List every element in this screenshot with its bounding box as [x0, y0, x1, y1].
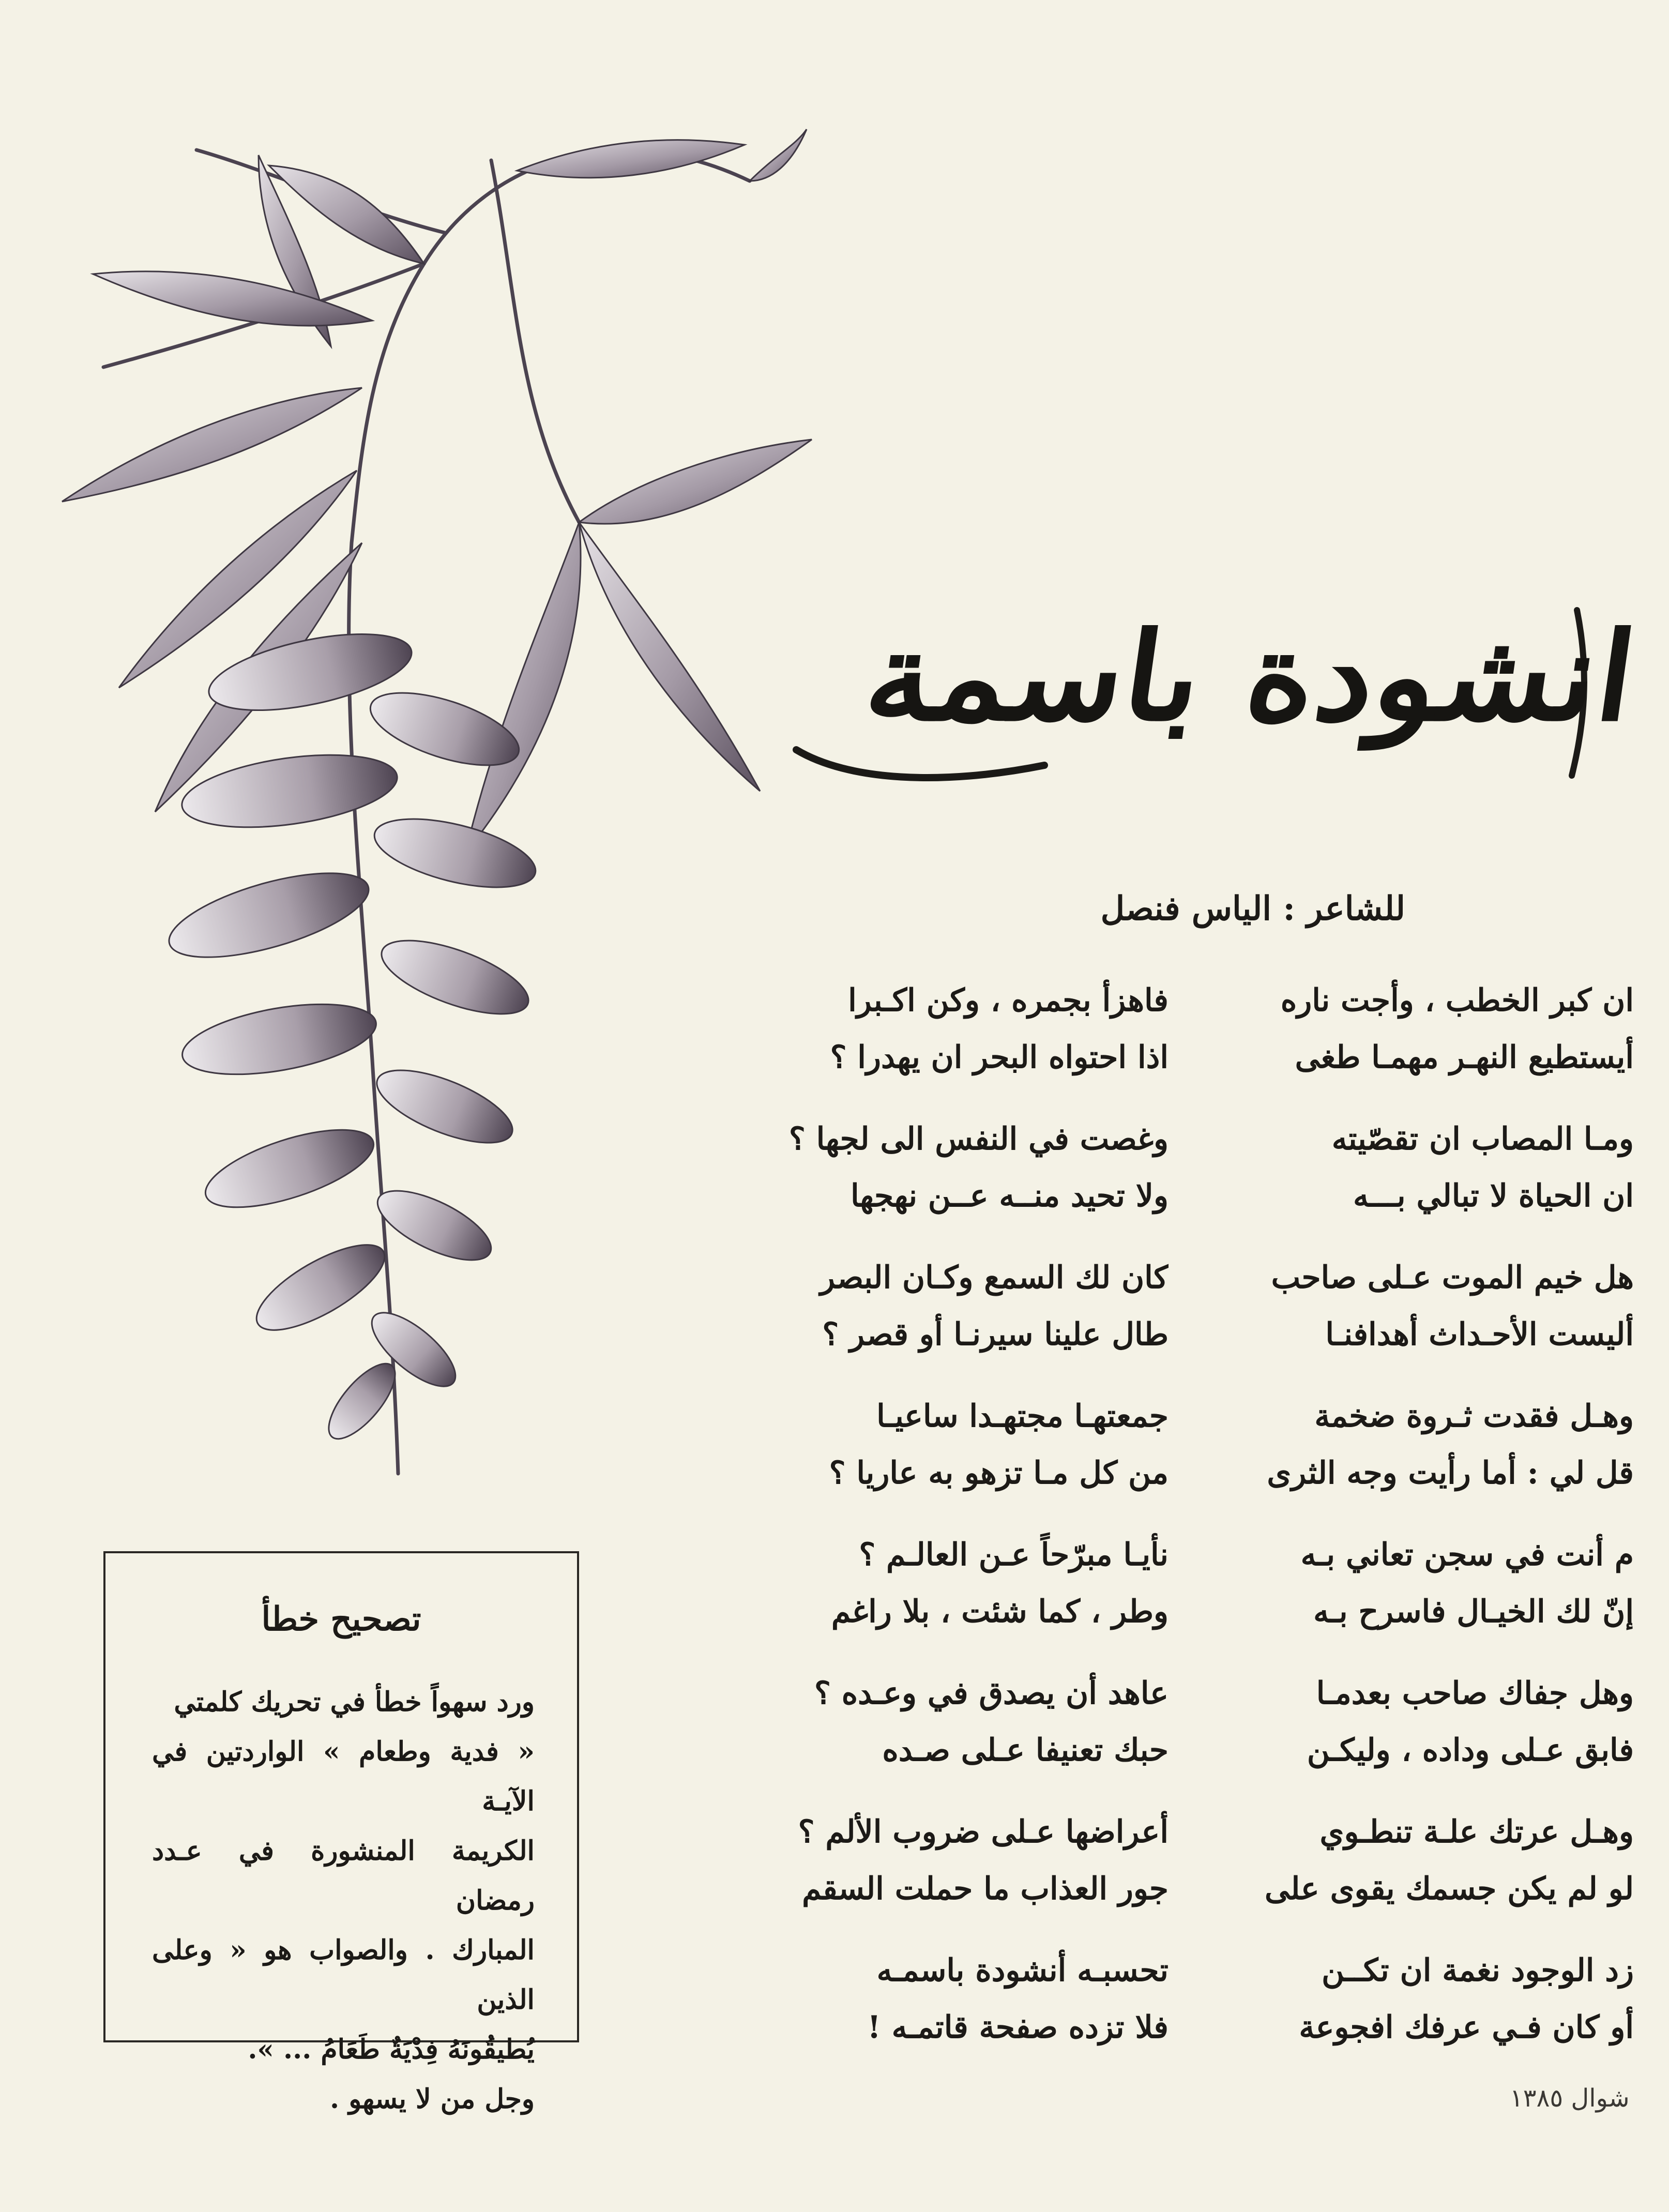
errata-box — [103, 1551, 579, 2115]
verse — [765, 1722, 1634, 1779]
errata-title: تصحيح خطأ — [261, 1600, 421, 1639]
verse — [765, 1804, 1634, 1860]
verse-second-hemistich: حبك تعنيفا عـلى صـده — [882, 1732, 1169, 1768]
wisteria-illustration — [0, 78, 853, 1525]
verse-first-hemistich: أيستطيع النهـر مهمـا طغى — [1295, 1039, 1634, 1075]
errata-line: يُطيقُونَهُ فِدْيَةٌ طَعَامُ ... ». — [248, 2034, 535, 2065]
verse-first-hemistich: وهـل عرتك علـة تنطـوي — [1319, 1814, 1634, 1850]
verse — [765, 1942, 1634, 1999]
stanza — [765, 1665, 1634, 1779]
verse-first-hemistich: م أنت في سجن تعاني بـه — [1300, 1537, 1634, 1573]
verse-second-hemistich: نأيـا مبرّحاً عـن العالـم ؟ — [859, 1537, 1169, 1573]
verse — [765, 1583, 1634, 1640]
verse-second-hemistich: فلا تزده صفحة قاتمـه ! — [867, 2009, 1169, 2046]
errata-line: وجل من لا يسهو . — [330, 2083, 535, 2115]
verse-first-hemistich: وهل جفاك صاحب بعدمـا — [1316, 1675, 1634, 1711]
verse-first-hemistich: هل خيم الموت عـلى صاحب — [1271, 1260, 1634, 1296]
verse-first-hemistich: وهـل فقدت ثـروة ضخمة — [1314, 1398, 1634, 1434]
verse — [765, 1111, 1634, 1168]
verse — [765, 972, 1634, 1029]
verse-first-hemistich: أو كان فـي عرفك افجوعة — [1299, 2009, 1634, 2046]
verse-first-hemistich: إنّ لك الخيـال فاسرح بـه — [1313, 1594, 1634, 1630]
errata-body — [152, 1677, 535, 2124]
verse-first-hemistich: ومـا المصاب ان تقصّيته — [1331, 1121, 1634, 1157]
verse-second-hemistich: كان لك السمع وكـان البصر — [820, 1260, 1169, 1296]
errata-line: المبارك . والصواب هو « وعلى الذين — [152, 1934, 535, 2016]
verse-first-hemistich: زد الوجود نغمة ان تكــن — [1322, 1952, 1634, 1989]
errata-line: « فدية وطعام » الواردتين في الآيـة — [152, 1736, 535, 1817]
verse-first-hemistich: قل لي : أما رأيت وجه الثرى — [1267, 1455, 1634, 1491]
stanza — [765, 1942, 1634, 2056]
verse-second-hemistich: جور العذاب ما حملت السقم — [802, 1871, 1169, 1907]
errata-line: الكريمة المنشورة في عـدد رمضان — [152, 1835, 535, 1916]
stanza — [765, 1249, 1634, 1363]
stanza — [765, 1804, 1634, 1917]
verse-first-hemistich: أليست الأحـداث أهدافنـا — [1325, 1316, 1634, 1353]
verse — [765, 1665, 1634, 1722]
verse-first-hemistich: فابق عـلى وداده ، وليكـن — [1307, 1732, 1634, 1768]
verse-first-hemistich: ان الحياة لا تبالي بـــه — [1353, 1178, 1634, 1214]
stanza — [765, 1388, 1634, 1502]
verse-second-hemistich: تحسبـه أنشودة باسمـه — [876, 1952, 1169, 1989]
verse — [765, 1029, 1634, 1086]
verse-second-hemistich: جمعتهـا مجتهـدا ساعيـا — [876, 1398, 1169, 1434]
verse — [765, 1168, 1634, 1224]
verse-second-hemistich: اذا احتواه البحر ان يهدرا ؟ — [830, 1039, 1169, 1075]
verse-second-hemistich: عاهد أن يصدق في وعـده ؟ — [814, 1675, 1169, 1711]
errata-line: ورد سهواً خطأ في تحريك كلمتي — [174, 1686, 535, 1718]
verse — [765, 1306, 1634, 1363]
verse — [765, 1526, 1634, 1583]
verse-second-hemistich: وغصت في النفس الى لجها ؟ — [788, 1121, 1169, 1157]
verse — [765, 1860, 1634, 1917]
verse-second-hemistich: من كل مـا تزهو به عاريا ؟ — [829, 1455, 1169, 1491]
verse — [765, 1999, 1634, 2056]
poet-byline: للشاعر : الياس فنصل — [1100, 889, 1405, 928]
verse-second-hemistich: طال علينا سيرنـا أو قصر ؟ — [822, 1316, 1169, 1353]
poem — [765, 972, 1634, 2120]
verse — [765, 1445, 1634, 1502]
verse-first-hemistich: ان كبر الخطب ، وأجت ناره — [1280, 982, 1634, 1019]
verse-second-hemistich: أعراضها عـلى ضروب الألم ؟ — [798, 1814, 1169, 1850]
verse-first-hemistich: لو لم يكن جسمك يقوى على — [1265, 1871, 1634, 1907]
verse-second-hemistich: ولا تحيد منــه عــن نهجها — [851, 1178, 1169, 1214]
verse — [765, 1249, 1634, 1306]
stanza — [765, 1526, 1634, 1640]
stanza — [765, 972, 1634, 1086]
verse-second-hemistich: وطر ، كما شئت ، بلا راغم — [831, 1594, 1169, 1630]
title-block — [776, 579, 1644, 796]
verse — [765, 1388, 1634, 1445]
issue-date-footer: شوال ١٣٨٥ — [1510, 2084, 1630, 2113]
stanza — [765, 1111, 1634, 1224]
verse-second-hemistich: فاهزأ بجمره ، وكن اكـبرا — [848, 982, 1169, 1019]
poem-title: انشودة باسمة — [857, 605, 1644, 749]
